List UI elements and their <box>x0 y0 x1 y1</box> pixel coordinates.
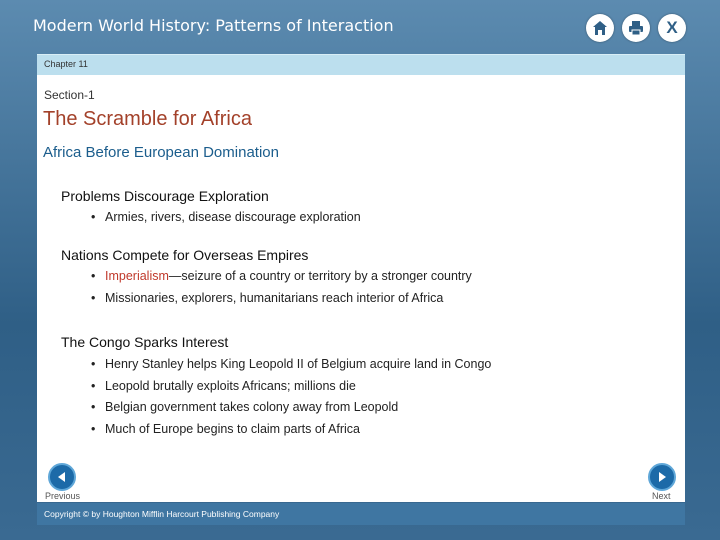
bullet-item: • Much of Europe begins to claim parts of Africa <box>91 422 360 436</box>
heading-problems: Problems Discourage Exploration <box>61 188 269 204</box>
next-label[interactable]: Next <box>652 491 671 501</box>
previous-button[interactable] <box>48 463 76 491</box>
bullet-item: • Leopold brutally exploits Africans; millions die <box>91 379 356 393</box>
chapter-bar <box>37 54 685 75</box>
bullet-item: • Belgian government takes colony away from Leopold <box>91 400 399 414</box>
page-title: The Scramble for Africa <box>43 108 252 130</box>
slide-content <box>37 75 685 502</box>
chapter-label: Chapter 11 <box>44 59 88 69</box>
next-button[interactable] <box>648 463 676 491</box>
app-title: Modern World History: Patterns of Interaction <box>33 16 394 35</box>
print-icon <box>627 19 645 37</box>
key-term: Imperialism <box>105 269 169 283</box>
bullet-item: • Imperialism—seizure of a country or territory by a stronger country <box>91 269 472 283</box>
print-button[interactable] <box>622 14 650 42</box>
close-button[interactable] <box>658 14 686 42</box>
page-subtitle: Africa Before European Domination <box>43 144 279 161</box>
close-icon: X <box>666 18 678 37</box>
home-icon <box>591 19 609 37</box>
bullet-item: • Henry Stanley helps King Leopold II of Belgium acquire land in Congo <box>91 357 492 371</box>
section-label: Section-1 <box>44 88 95 102</box>
heading-congo: The Congo Sparks Interest <box>61 334 229 350</box>
footer-bar <box>37 503 685 525</box>
home-button[interactable] <box>586 14 614 42</box>
bullet-item: • Armies, rivers, disease discourage exploration <box>91 210 361 224</box>
copyright-text: Copyright © by Houghton Mifflin Harcourt Publishing Company <box>44 509 280 519</box>
arrow-right-icon <box>656 471 668 483</box>
heading-nations: Nations Compete for Overseas Empires <box>61 247 309 263</box>
bullet-item: • Missionaries, explorers, humanitarians reach interior of Africa <box>91 291 444 305</box>
previous-label[interactable]: Previous <box>45 491 81 501</box>
arrow-left-icon <box>56 471 68 483</box>
